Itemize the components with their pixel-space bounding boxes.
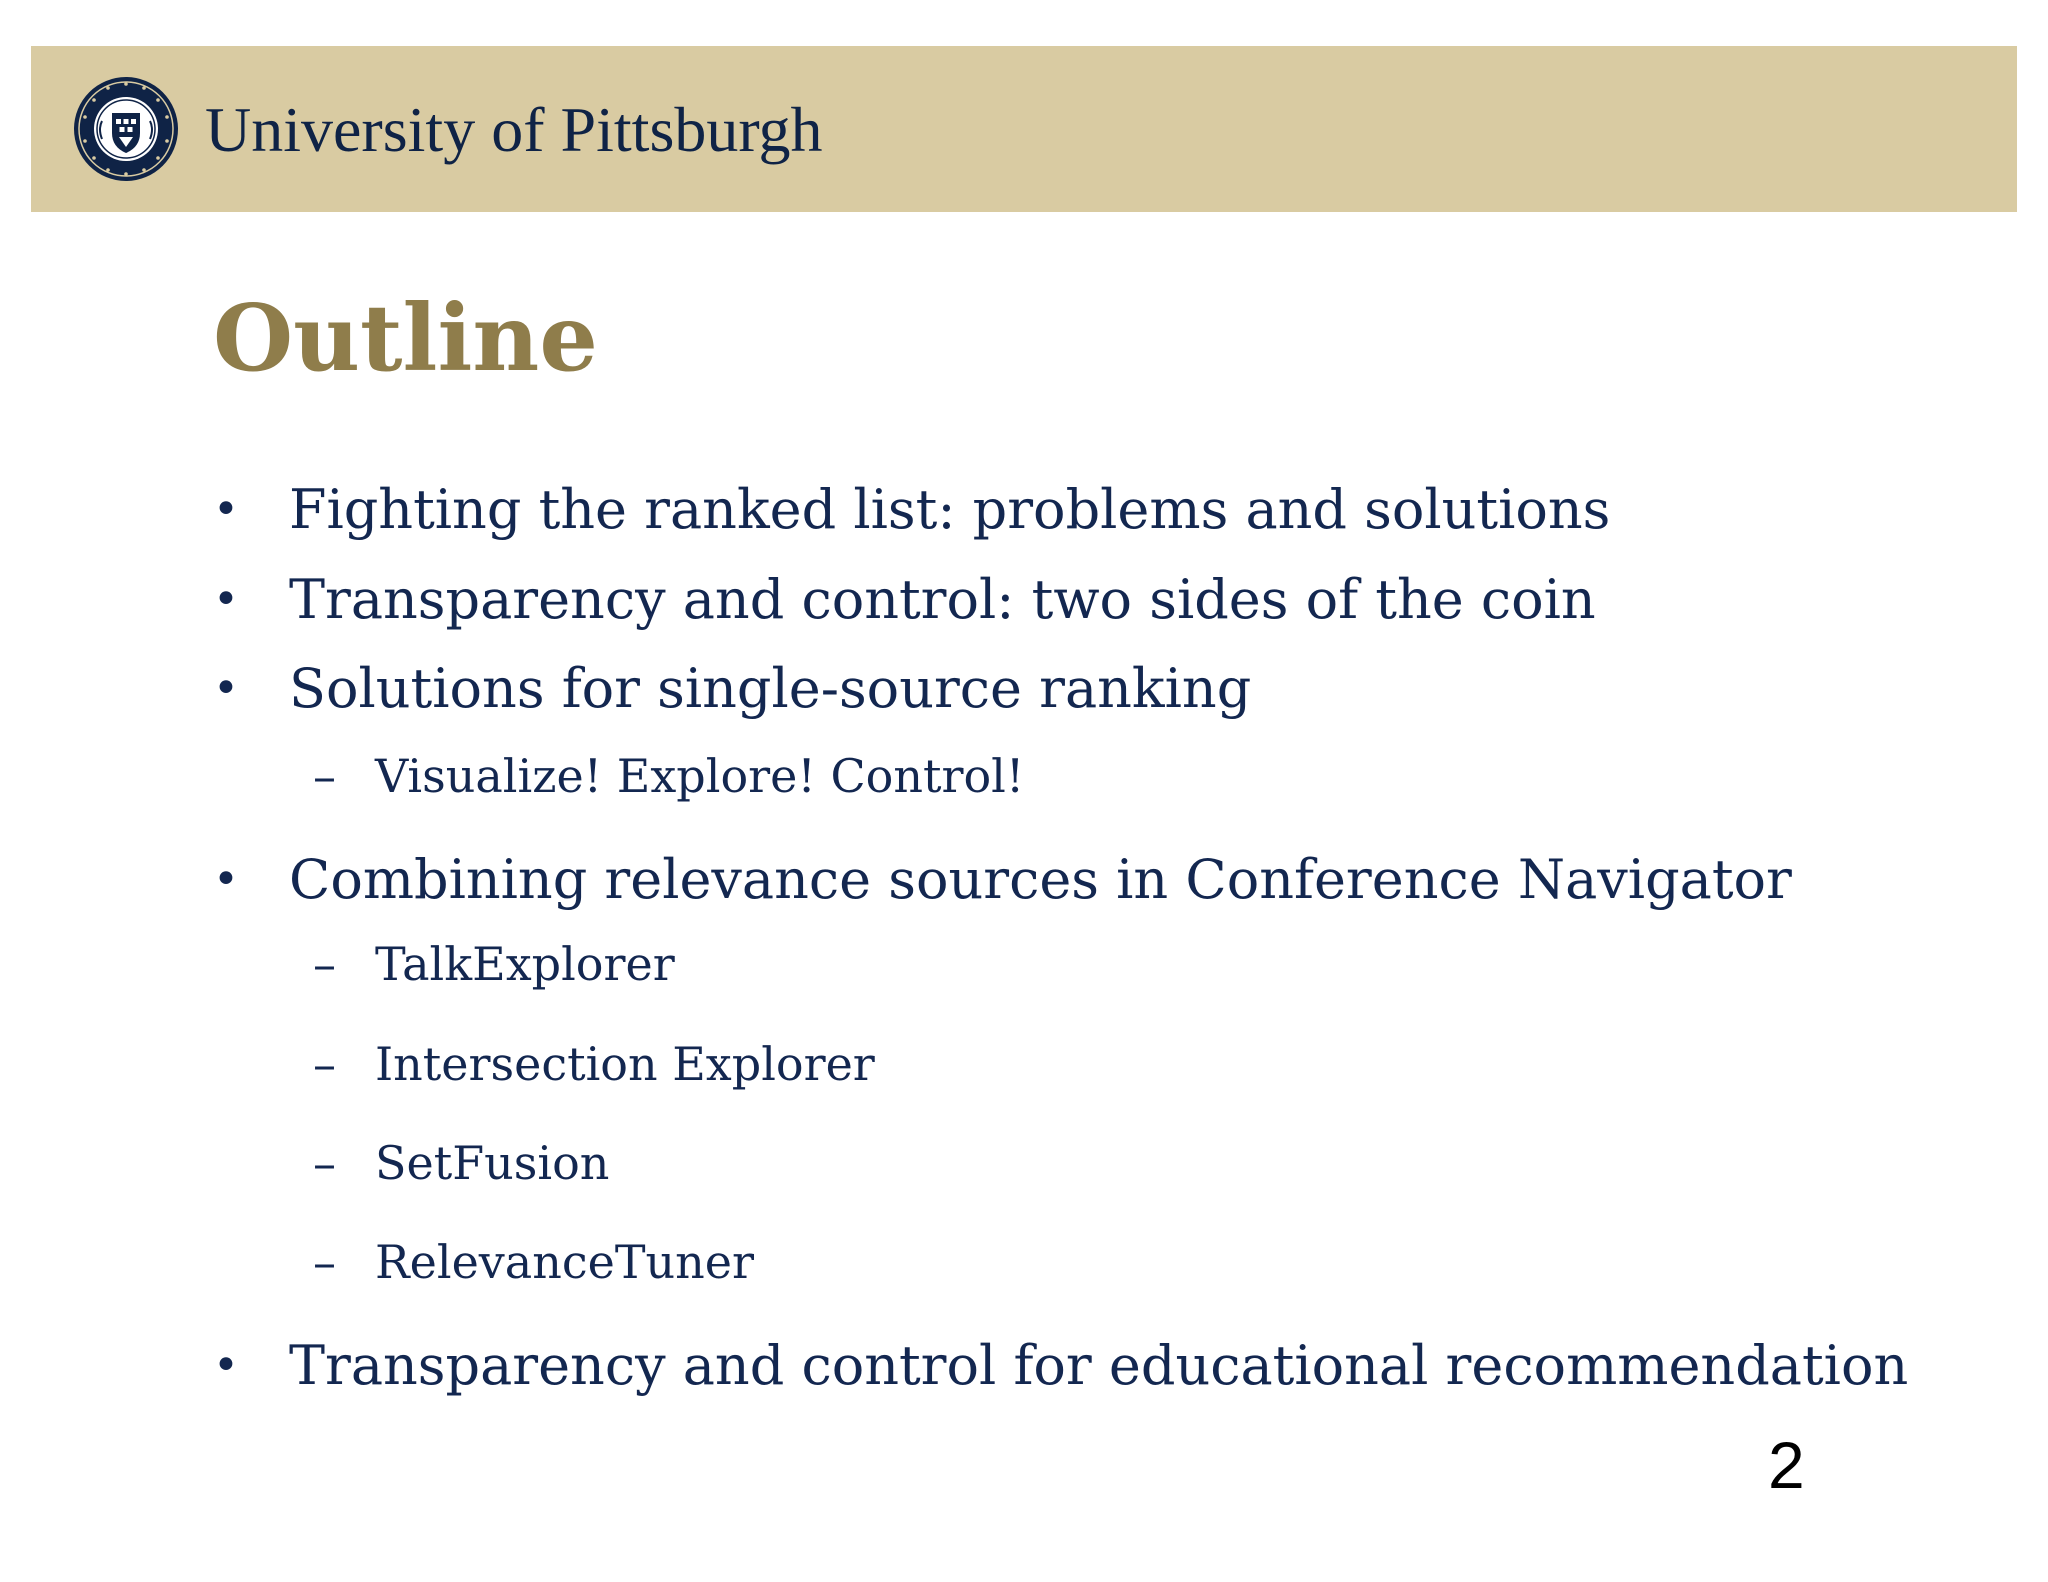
sub-bullet-item xyxy=(313,1232,754,1292)
bullet-icon: • xyxy=(213,663,239,714)
bullet-item xyxy=(213,1331,1908,1401)
university-seal-logo xyxy=(72,75,180,183)
sub-bullet-item xyxy=(313,934,675,994)
sub-bullet-text: TalkExplorer xyxy=(375,937,675,991)
bullet-icon: • xyxy=(213,484,239,535)
dash-icon: – xyxy=(313,937,336,991)
dash-icon: – xyxy=(313,1235,336,1289)
bullet-icon: • xyxy=(213,1340,239,1391)
dash-icon: – xyxy=(313,749,336,803)
sub-bullet-text: SetFusion xyxy=(375,1136,610,1190)
sub-bullet-text: RelevanceTuner xyxy=(375,1235,754,1289)
dash-icon: – xyxy=(313,1037,336,1091)
bullet-item xyxy=(213,654,1251,724)
bullet-icon: • xyxy=(213,854,239,905)
sub-bullet-item xyxy=(313,746,1024,806)
bullet-text: Transparency and control: two sides of the coin xyxy=(289,568,1596,631)
dash-icon: – xyxy=(313,1136,336,1190)
bullet-item xyxy=(213,475,1610,545)
bullet-text: Fighting the ranked list: problems and solutions xyxy=(289,478,1611,541)
bullet-item xyxy=(213,845,1792,915)
bullet-text: Combining relevance sources in Conference Navigator xyxy=(289,848,1792,911)
sub-bullet-text: Intersection Explorer xyxy=(375,1037,875,1091)
bullet-text: Transparency and control for educational recommendation xyxy=(289,1334,1909,1397)
sub-bullet-text: Visualize! Explore! Control! xyxy=(375,749,1025,803)
page-number: 2 xyxy=(1768,1428,1805,1502)
bullet-item xyxy=(213,565,1596,635)
slide-title: Outline xyxy=(213,284,598,392)
sub-bullet-item xyxy=(313,1034,875,1094)
sub-bullet-item xyxy=(313,1133,609,1193)
bullet-text: Solutions for single-source ranking xyxy=(289,657,1252,720)
bullet-icon: • xyxy=(213,574,239,625)
university-name: University of Pittsburgh xyxy=(205,94,823,165)
